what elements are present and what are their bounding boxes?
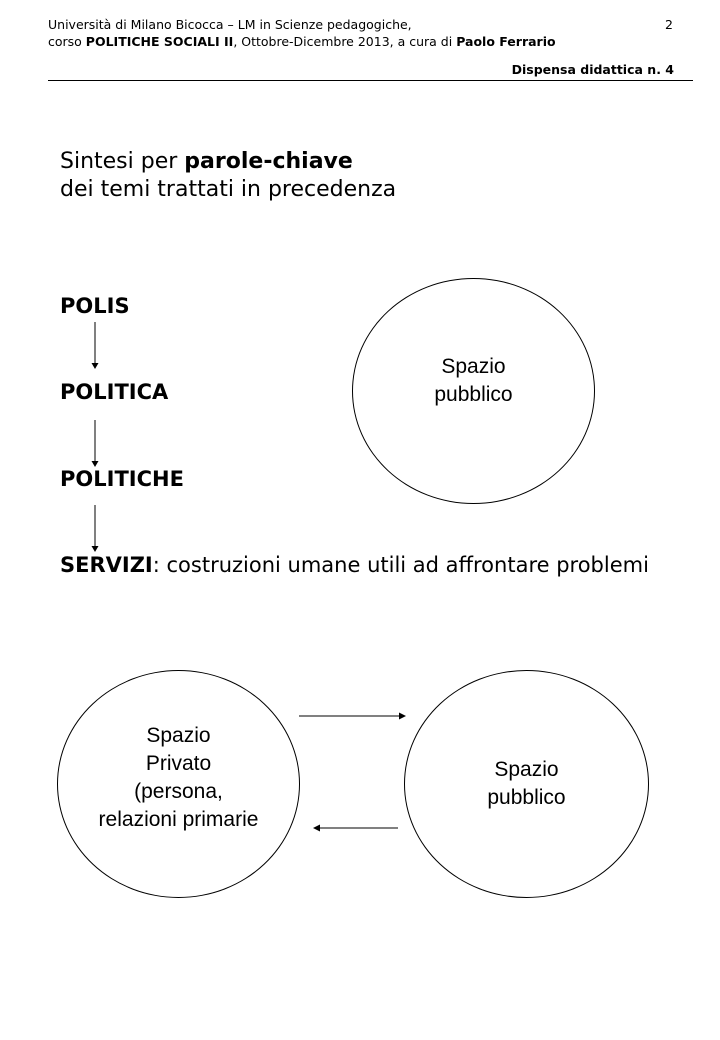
header-institution: Università di Milano Bicocca – LM in Scienze pedagogiche, [48, 17, 412, 32]
arrow-down-icon [88, 322, 104, 370]
keyword-servizi: SERVIZI [60, 553, 153, 577]
keyword-politiche: POLITICHE [60, 467, 184, 491]
header-course-line: corso POLITICHE SOCIALI II, Ottobre-Dicembre 2013, a cura di Paolo Ferrario [48, 34, 556, 49]
arrow-down-icon [88, 420, 104, 468]
arrow-left-icon [312, 821, 402, 835]
author-name: Paolo Ferrario [456, 34, 556, 49]
title-keyword: parole-chiave [184, 149, 353, 174]
keyword-polis: POLIS [60, 294, 130, 318]
header-divider [48, 80, 693, 81]
keyword-politica: POLITICA [60, 380, 169, 404]
page-number: 2 [665, 17, 673, 32]
circle-private-space: Spazio Privato (persona, relazioni primarie [57, 670, 300, 898]
dispensa-label: Dispensa didattica n. 4 [511, 62, 674, 77]
page-title: Sintesi per parole-chiave dei temi trattati in precedenza [60, 149, 397, 202]
course-name: POLITICHE SOCIALI II [85, 34, 234, 49]
title-subtitle: dei temi trattati in precedenza [60, 177, 397, 202]
circle-public-space-bottom: Spazio pubblico [404, 670, 649, 898]
servizi-definition: SERVIZI: costruzioni umane utili ad affrontare problemi [60, 553, 649, 577]
arrow-right-icon [299, 709, 409, 723]
circle-public-space-top: Spazio pubblico [352, 278, 595, 504]
arrow-down-icon [88, 505, 104, 553]
